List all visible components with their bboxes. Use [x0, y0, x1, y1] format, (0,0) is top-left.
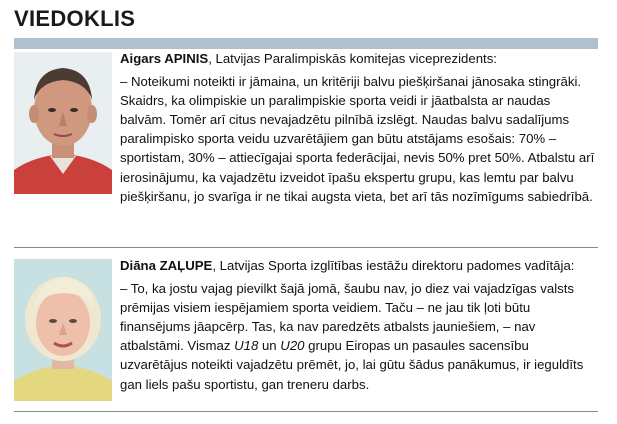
speaker-role: , Latvijas Paralimpiskās komitejas viceprezidents: [208, 51, 497, 66]
opinion-body: – To, ka jostu vajag pievilkt šajā jomā, šaubu nav, jo diez vai vajadzīgas valsts prēmijas visiem iespējamiem sporta veidiem. Taču – ne jau tik ļoti būtu finansējums jāapcērp. Tas, ka nav paredzēts atbalsts jauniešiem, – nav atbalstāmi. Vismaz [120, 281, 574, 354]
age-group-label: U18 [234, 338, 259, 354]
speaker-name: Aigars APINIS [120, 51, 209, 66]
opinion-block-zalupe [14, 256, 598, 401]
opinion-body-connector: un [258, 338, 281, 354]
section-title: VIEDOKLIS [14, 6, 136, 31]
speaker-name: Diāna ZAĻUPE [120, 258, 213, 273]
age-group-label: U20 [280, 338, 305, 354]
opinion-block-apinis [14, 49, 598, 206]
opinion-body-end: grupu Eiropas un pasaules sacensību uzvarētājus noteikti vajadzētu prēmēt, jo, lai gūtu šādus panākumus, ir ieguldīts gan liels pašu sportistu, gan treneru darbs. [120, 338, 584, 392]
portrait-photo-zalupe [14, 259, 112, 401]
section-title-bar [14, 38, 598, 49]
portrait-photo-apinis [14, 52, 112, 194]
divider-line [14, 411, 598, 412]
opinion-body: – Noteikumi noteikti ir jāmaina, un kritēriji balvu piešķiršanai jānosaka stingrāki. Skaidrs, ka olimpiskie un paralimpiskie sporta veidi ir jāatbalsta ar naudas balvām. Tomēr arī citus nevajadzētu pilnībā izslēgt. Naudas balvu sadalījums paralimpisko sporta veidu uzvarētājiem gan būtu atstājams esošais: 70% – sportistam, 30% – attiecīgajai sporta federācijai, nevis 50% pret 50%. Atbalstu arī ierosinājumu, ka vajadzētu izveidot īpašu ekspertu grupu, kas lemtu par balvu piešķiršanu, jo svarīga ir ne tikai augsta vieta, bet arī tās nozīmīgums sabiedrībā. [120, 74, 595, 204]
divider-line [14, 247, 598, 248]
speaker-role: , Latvijas Sporta izglītības iestāžu direktoru padomes vadītāja: [212, 258, 575, 273]
